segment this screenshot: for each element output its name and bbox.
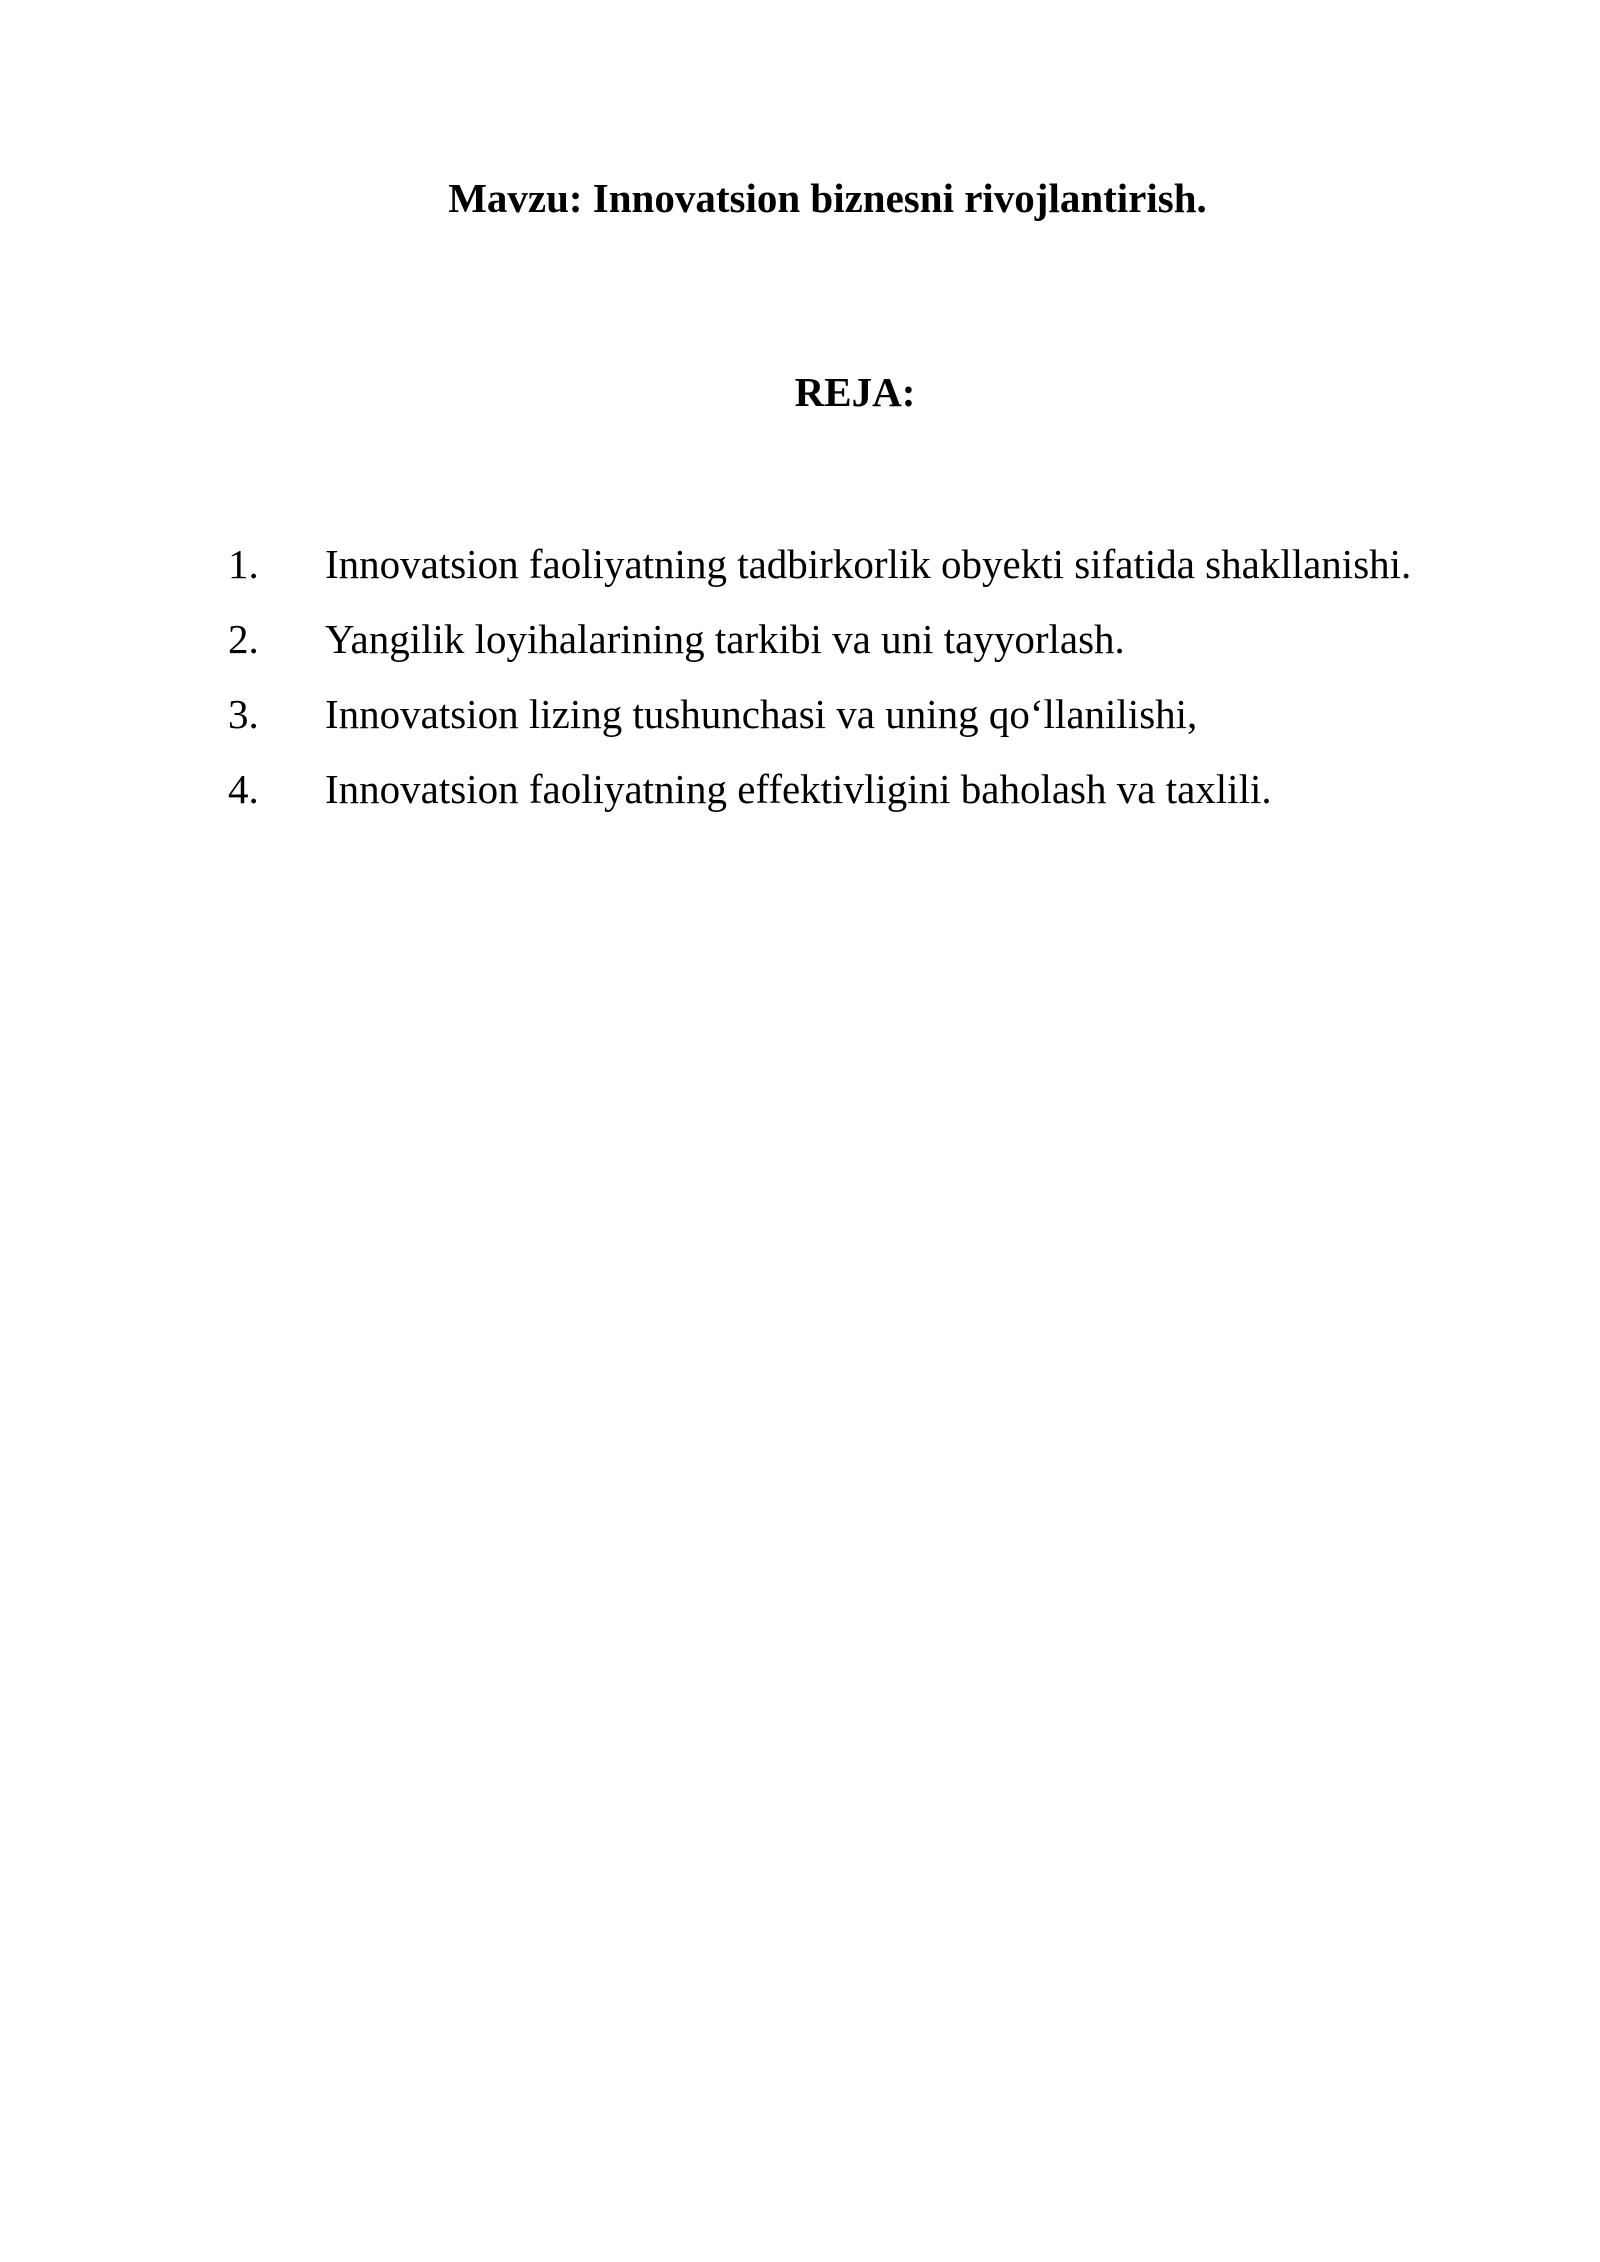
plan-item-3 <box>0 684 1600 759</box>
plan-item-text: Innovatsion lizing tushunchasi va uning qo‘llanilishi, <box>325 691 1198 737</box>
plan-heading: REJA: <box>794 369 916 415</box>
plan-item-text: Yangilik loyihalarining tarkibi va uni tayyorlash. <box>325 616 1125 662</box>
plan-item-4 <box>0 759 1600 834</box>
plan-item-1 <box>0 534 1600 609</box>
plan-item-number: 3. <box>228 691 259 737</box>
plan-list <box>0 534 1600 834</box>
plan-item-number: 4. <box>228 766 259 812</box>
plan-item-2 <box>0 609 1600 684</box>
plan-item-number: 2. <box>228 616 259 662</box>
plan-item-number: 1. <box>228 541 259 587</box>
plan-item-text: Innovatsion faoliyatning tadbirkorlik obyekti sifatida shakllanishi. <box>325 541 1412 587</box>
plan-item-text: Innovatsion faoliyatning effektivligini baholash va taxlili. <box>325 766 1272 812</box>
document-title: Mavzu: Innovatsion biznesni rivojlantirish. <box>448 175 1207 221</box>
